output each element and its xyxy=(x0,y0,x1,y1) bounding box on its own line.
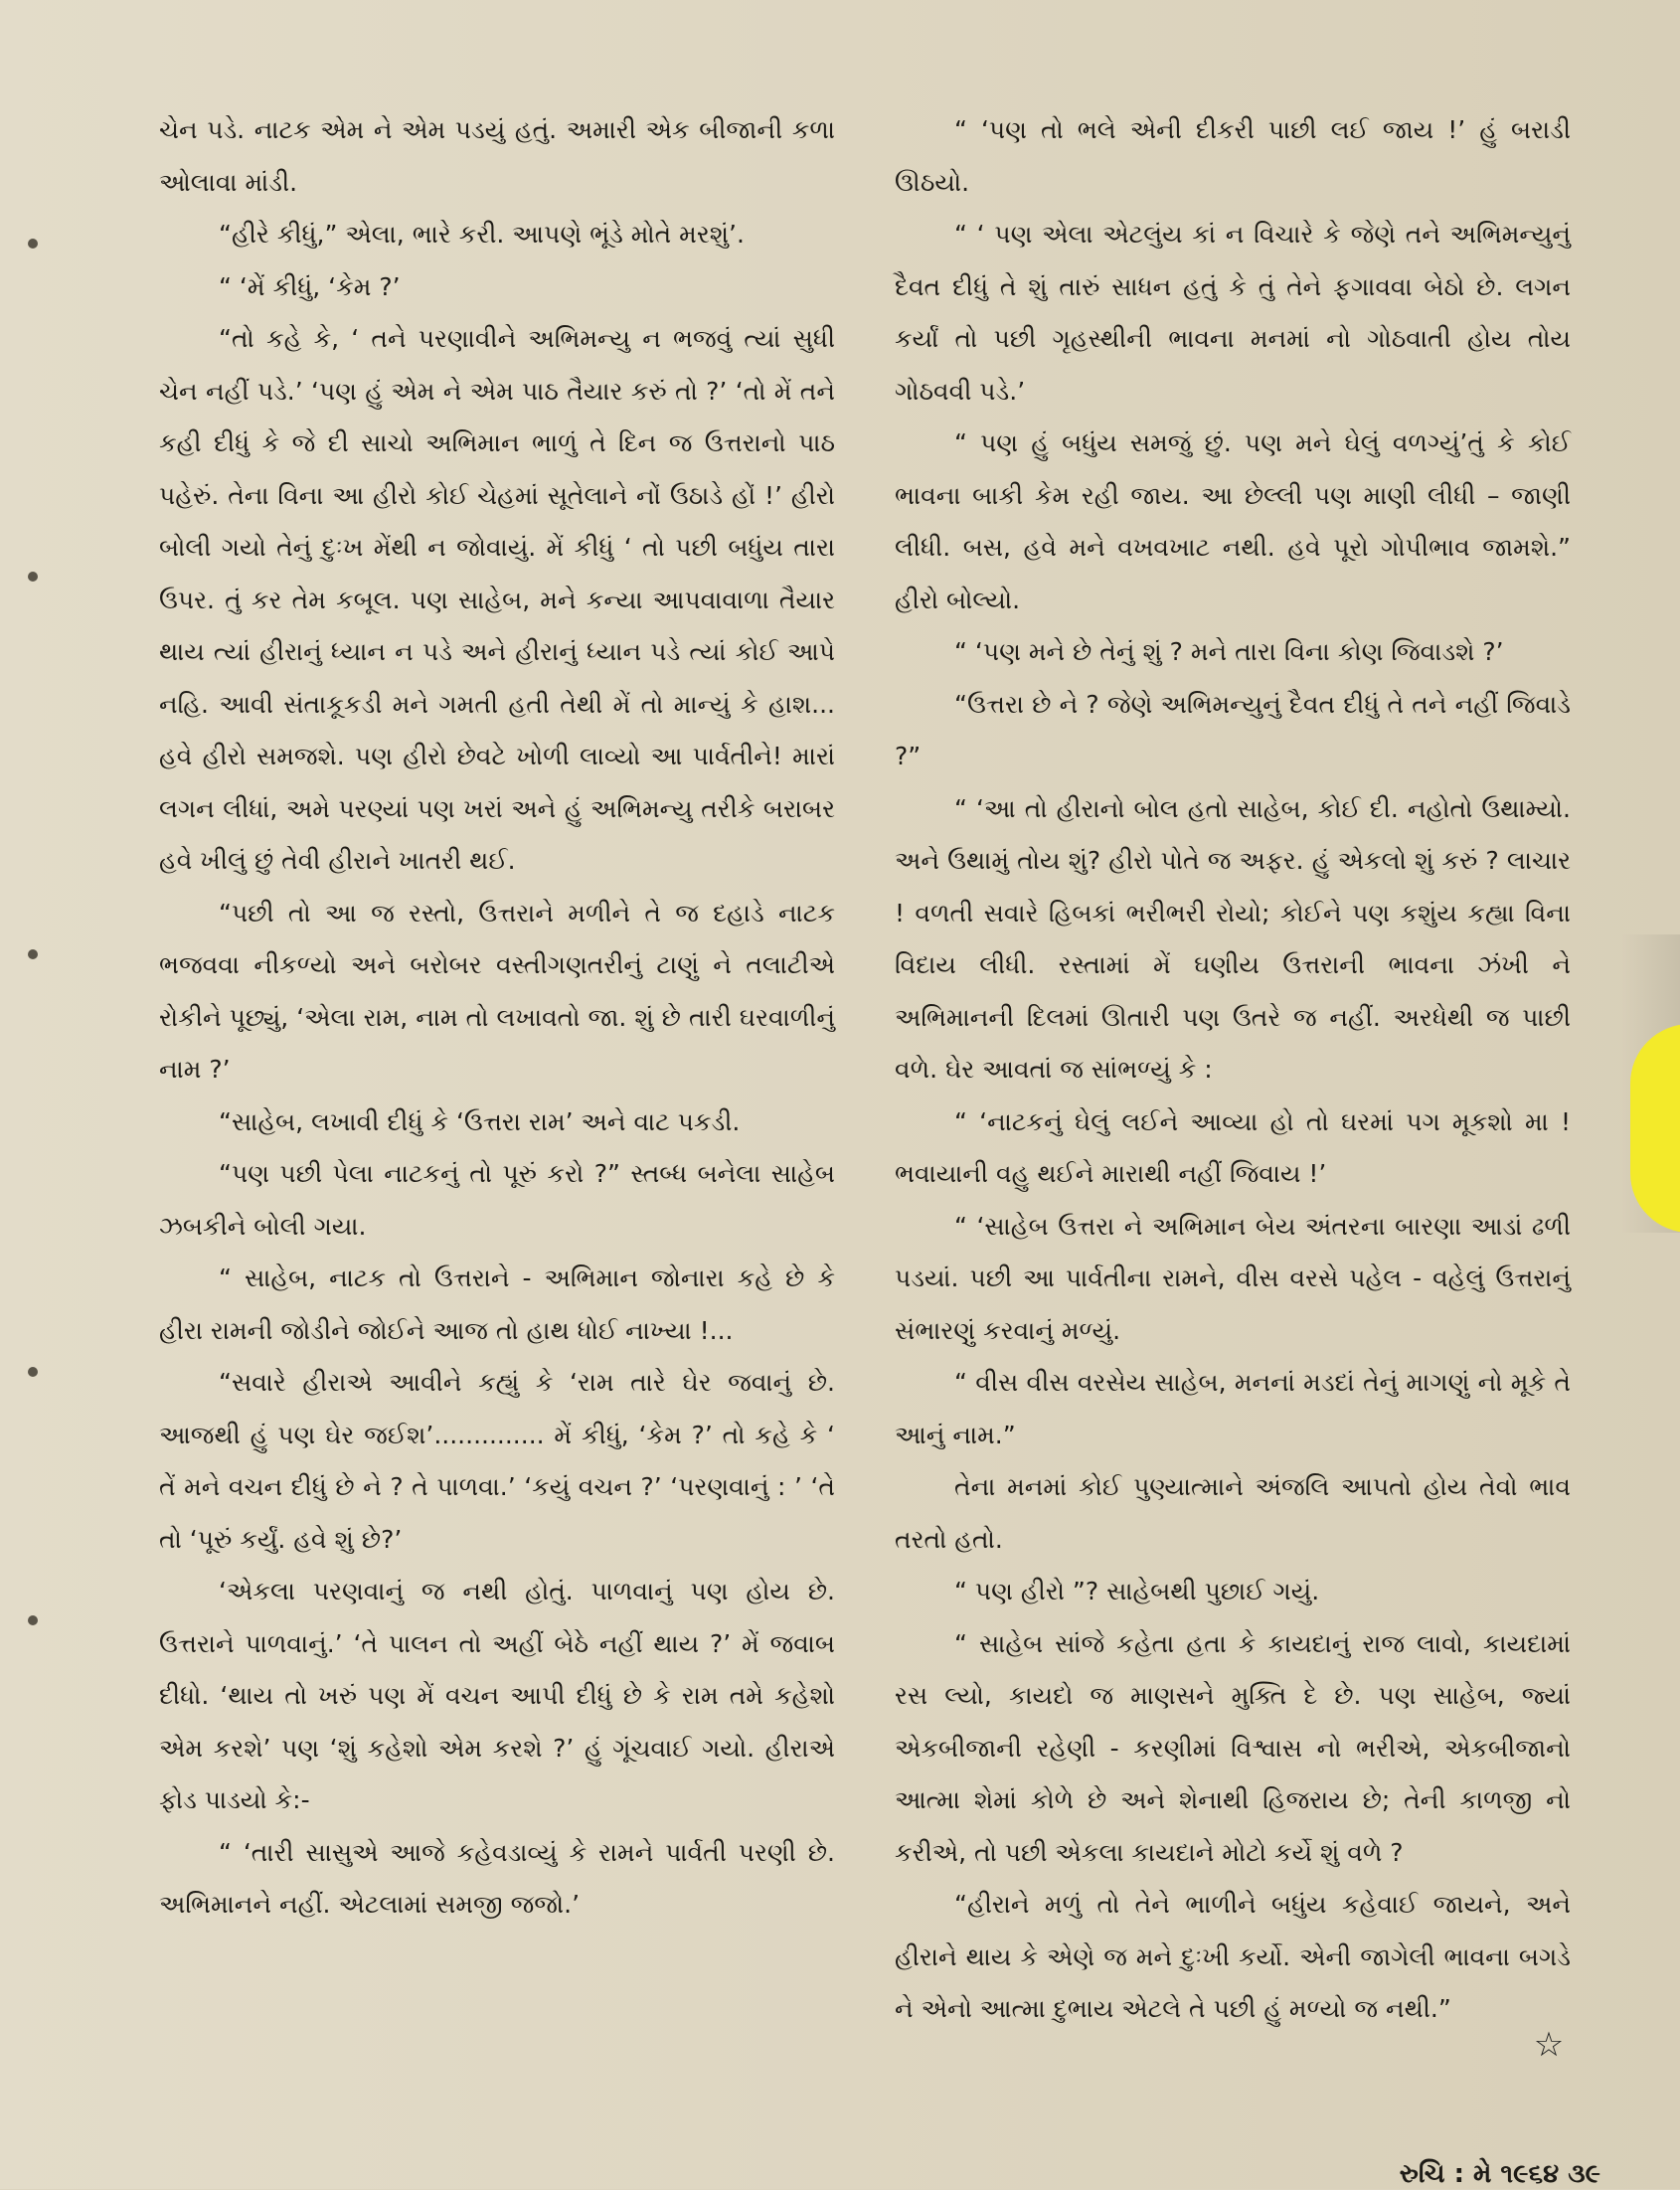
paragraph: “ પણ હીરો ”? સાહેબથી પુછાઈ ગયું. xyxy=(954,1577,1320,1605)
paragraph: “ ‘આ તો હીરાનો બોલ હતો સાહેબ, કોઈ દી. નહોતો ઉથામ્યો. અને ઉથામું તોય શું? હીરો પોતે જ અફર. હું એકલો શું કરું ? લાચાર ! વળતી સવારે હિબકાં ભરીભરી રોયો; કોઈને પણ કશુંય કહ્યા વિના વિદાય લીધી. રસ્તામાં મેં ઘણીય ઉત્તરાની ભાવના ઝંખી ને અભિમાનની દિલમાં ઊતારી પણ ઉતરે જ નહીં. અરધેથી જ પાછી વળે. ઘેર આવતાં જ સાંભળ્યું કે : xyxy=(895,793,1571,1084)
right-text-column xyxy=(895,104,1571,2036)
paragraph: “ ‘સાહેબ ઉત્તરા ને અભિમાન બેય અંતરના બારણા આડાં ઢળી પડયાં. પછી આ પાર્વતીના રામને, વીસ વરસે પહેલ - વહેલું ઉત્તરાનું સંભારણું કરવાનું મળ્યું. xyxy=(895,1211,1571,1345)
paragraph: “સાહેબ, લખાવી દીધું કે ‘ઉત્તરા રામ’ અને વાટ પકડી. xyxy=(219,1106,741,1136)
left-text-column xyxy=(159,104,835,1932)
paragraph: “ ‘પણ મને છે તેનું શું ? મને તારા વિના કોણ જિવાડશે ?’ xyxy=(954,637,1504,666)
paragraph: “ ‘પણ તો ભલે એની દીકરી પાછી લઈ જાય !’ હું બરાડી ઊઠયો. xyxy=(895,115,1571,197)
paragraph: ‘એકલા પરણવાનું જ નથી હોતું. પાળવાનું પણ હોય છે. ઉત્તરાને પાળવાનું.’ ‘તે પાલન તો અહીં બેઠે નહીં થાય ?’ મેં જવાબ દીધો. ‘થાય તો ખરું પણ મેં વચન આપી દીધું છે કે રામ તમે કહેશો એમ કરશે’ પણ ‘શું કહેશો એમ કરશે ?’ હું ગૂંચવાઈ ગયો. હીરાએ ફોડ પાડયો કે:- xyxy=(159,1577,835,1814)
end-star-icon: ☆ xyxy=(1533,2025,1565,2065)
paragraph: “પણ પછી પેલા નાટકનું તો પૂરું કરો ?” સ્તબ્ધ બનેલા સાહેબ ઝબકીને બોલી ગયા. xyxy=(159,1159,835,1241)
paragraph: “હીરાને મળું તો તેને ભાળીને બધુંય કહેવાઈ જાયને, અને હીરાને થાય કે એણે જ મને દુઃખી કર્યો. એની જાગેલી ભાવના બગડે ને એનો આત્મા દુભાય એટલે તે પછી હું મળ્યો જ નથી.” xyxy=(895,1890,1571,2023)
paragraph: “ સાહેબ, નાટક તો ઉત્તરાને - અભિમાન જોનારા કહે છે કે હીરા રામની જોડીને જોઈને આજ તો હાથ ધોઈ નાખ્યા !... xyxy=(159,1263,835,1345)
paragraph: “સવારે હીરાએ આવીને કહ્યું કે ‘રામ તારે ઘેર જવાનું છે. આજથી હું પણ ઘેર જઈશ’.............. મેં કીધું, ‘કેમ ?’ તો કહે કે ‘ તેં મને વચન દીધું છે ને ? તે પાળવા.’ ‘કયું વચન ?’ ‘પરણવાનું : ’ ‘તે તો ‘પૂરું કર્યું. હવે શું છે?’ xyxy=(159,1368,835,1554)
page-footer: રુચિ : મે ૧૯૬૪ ૩૯ xyxy=(1399,2159,1600,2189)
paragraph: “ ‘તારી સાસુએ આજે કહેવડાવ્યું કે રામને પાર્વતી પરણી છે. અભિમાનને નહીં. એટલામાં સમજી જજો.’ xyxy=(159,1837,835,1919)
paragraph: “ઉત્તરા છે ને ? જેણે અભિમન્યુનું દૈવત દીધું તે તને નહીં જિવાડે ?” xyxy=(895,689,1571,770)
margin-dot xyxy=(28,1367,38,1377)
margin-dot xyxy=(28,949,38,959)
margin-dot xyxy=(28,572,38,582)
paragraph: “ ‘મેં કીધું, ‘કેમ ?’ xyxy=(219,271,401,301)
paragraph: “તો કહે કે, ‘ તને પરણાવીને અભિમન્યુ ન ભજવું ત્યાં સુધી ચેન નહીં પડે.’ ‘પણ હું એમ ને એમ પાઠ તૈયાર કરું તો ?’ ‘તો મેં તને કહી દીધું કે જે દી સાચો અભિમાન ભાળું તે દિન જ ઉત્તરાનો પાઠ પહેરું. તેના વિના આ હીરો કોઈ ચેહમાં સૂતેલાને નોં ઉઠાડે હોં !’ હીરો બોલી ગયો તેનું દુઃખ મેંથી ન જોવાયું. મેં કીધું ‘ તો પછી બધુંય તારા ઉપર. તું કર તેમ કબૂલ. પણ સાહેબ, મને કન્યા આપવાવાળા તૈયાર થાય ત્યાં હીરાનું ધ્યાન ન પડે અને હીરાનું ધ્યાન પડે ત્યાં કોઈ આપે નહિ. આવી સંતાકૂકડી મને ગમતી હતી તેથી મેં તો માન્યું કે હાશ... હવે હીરો સમજશે. પણ હીરો છેવટે ખોળી લાવ્યો આ પાર્વતીને! મારાં લગન લીધાં, અમે પરણ્યાં પણ ખરાં અને હું અભિમન્યુ તરીકે બરાબર હવે ખીલું છું તેવી હીરાને ખાતરી થઈ. xyxy=(159,324,835,875)
paragraph: “ ‘નાટકનું ઘેલું લઈને આવ્યા હો તો ઘરમાં પગ મૂકશો મા ! ભવાયાની વહુ થઈને મારાથી નહીં જિવાય !’ xyxy=(895,1106,1571,1188)
paragraph: “હીરે કીધું,” એલા, ભારે કરી. આપણે ભૂંડે મોતે મરશું’. xyxy=(219,220,745,249)
paragraph: “ ‘ પણ એલા એટલુંય કાં ન વિચારે કે જેણે તને અભિમન્યુનું દૈવત દીધું તે શું તારું સાધન હતું કે તું તેને ફગાવવા બેઠો છે. લગન કર્યાં તો પછી ગૃહસ્થીની ભાવના મનમાં નો ગોઠવાતી હોય તોય ગોઠવવી પડે.’ xyxy=(895,220,1571,406)
margin-dot xyxy=(28,1615,38,1625)
paragraph: “ પણ હું બધુંય સમજું છું. પણ મને ઘેલું વળગ્યું’તું કે કોઈ ભાવના બાકી કેમ રહી જાય. આ છેલ્લી પણ માણી લીધી – જાણી લીધી. બસ, હવે મને વખવખાટ નથી. હવે પૂરો ગોપીભાવ જામશે.” હીરો બોલ્યો. xyxy=(895,428,1571,614)
yellow-index-tab xyxy=(1630,1024,1680,1233)
paragraph: “ વીસ વીસ વરસેય સાહેબ, મનનાં મડદાં તેનું માગણું નો મૂકે તે આનું નામ.” xyxy=(895,1368,1571,1449)
paragraph: ચેન પડે. નાટક એમ ને એમ પડયું હતું. અમારી એક બીજાની કળા ઓલાવા માંડી. xyxy=(159,115,835,197)
paragraph: “ સાહેબ સાંજે કહેતા હતા કે કાયદાનું રાજ લાવો, કાયદામાં રસ લ્યો, કાયદો જ માણસને મુક્તિ દે છે. પણ સાહેબ, જ્યાં એકબીજાની રહેણી - કરણીમાં વિશ્વાસ નો ભરીએ, એકબીજાનો આત્મા શેમાં કોળે છે અને શેનાથી હિજરાય છે; તેની કાળજી નો કરીએ, તો પછી એકલા કાયદાને મોટો કર્યે શું વળે ? xyxy=(895,1628,1571,1867)
paragraph: તેના મનમાં કોઈ પુણ્યાત્માને અંજલિ આપતો હોય તેવો ભાવ તરતો હતો. xyxy=(895,1472,1571,1554)
margin-dot xyxy=(28,239,38,249)
paragraph: “પછી તો આ જ રસ્તો, ઉત્તરાને મળીને તે જ દહાડે નાટક ભજવવા નીકળ્યો અને બરોબર વસ્તીગણતરીનું ટાણું ને તલાટીએ રોકીને પૂછ્યું, ‘એલા રામ, નામ તો લખાવતો જા. શું છે તારી ઘરવાળીનું નામ ?’ xyxy=(159,898,835,1084)
